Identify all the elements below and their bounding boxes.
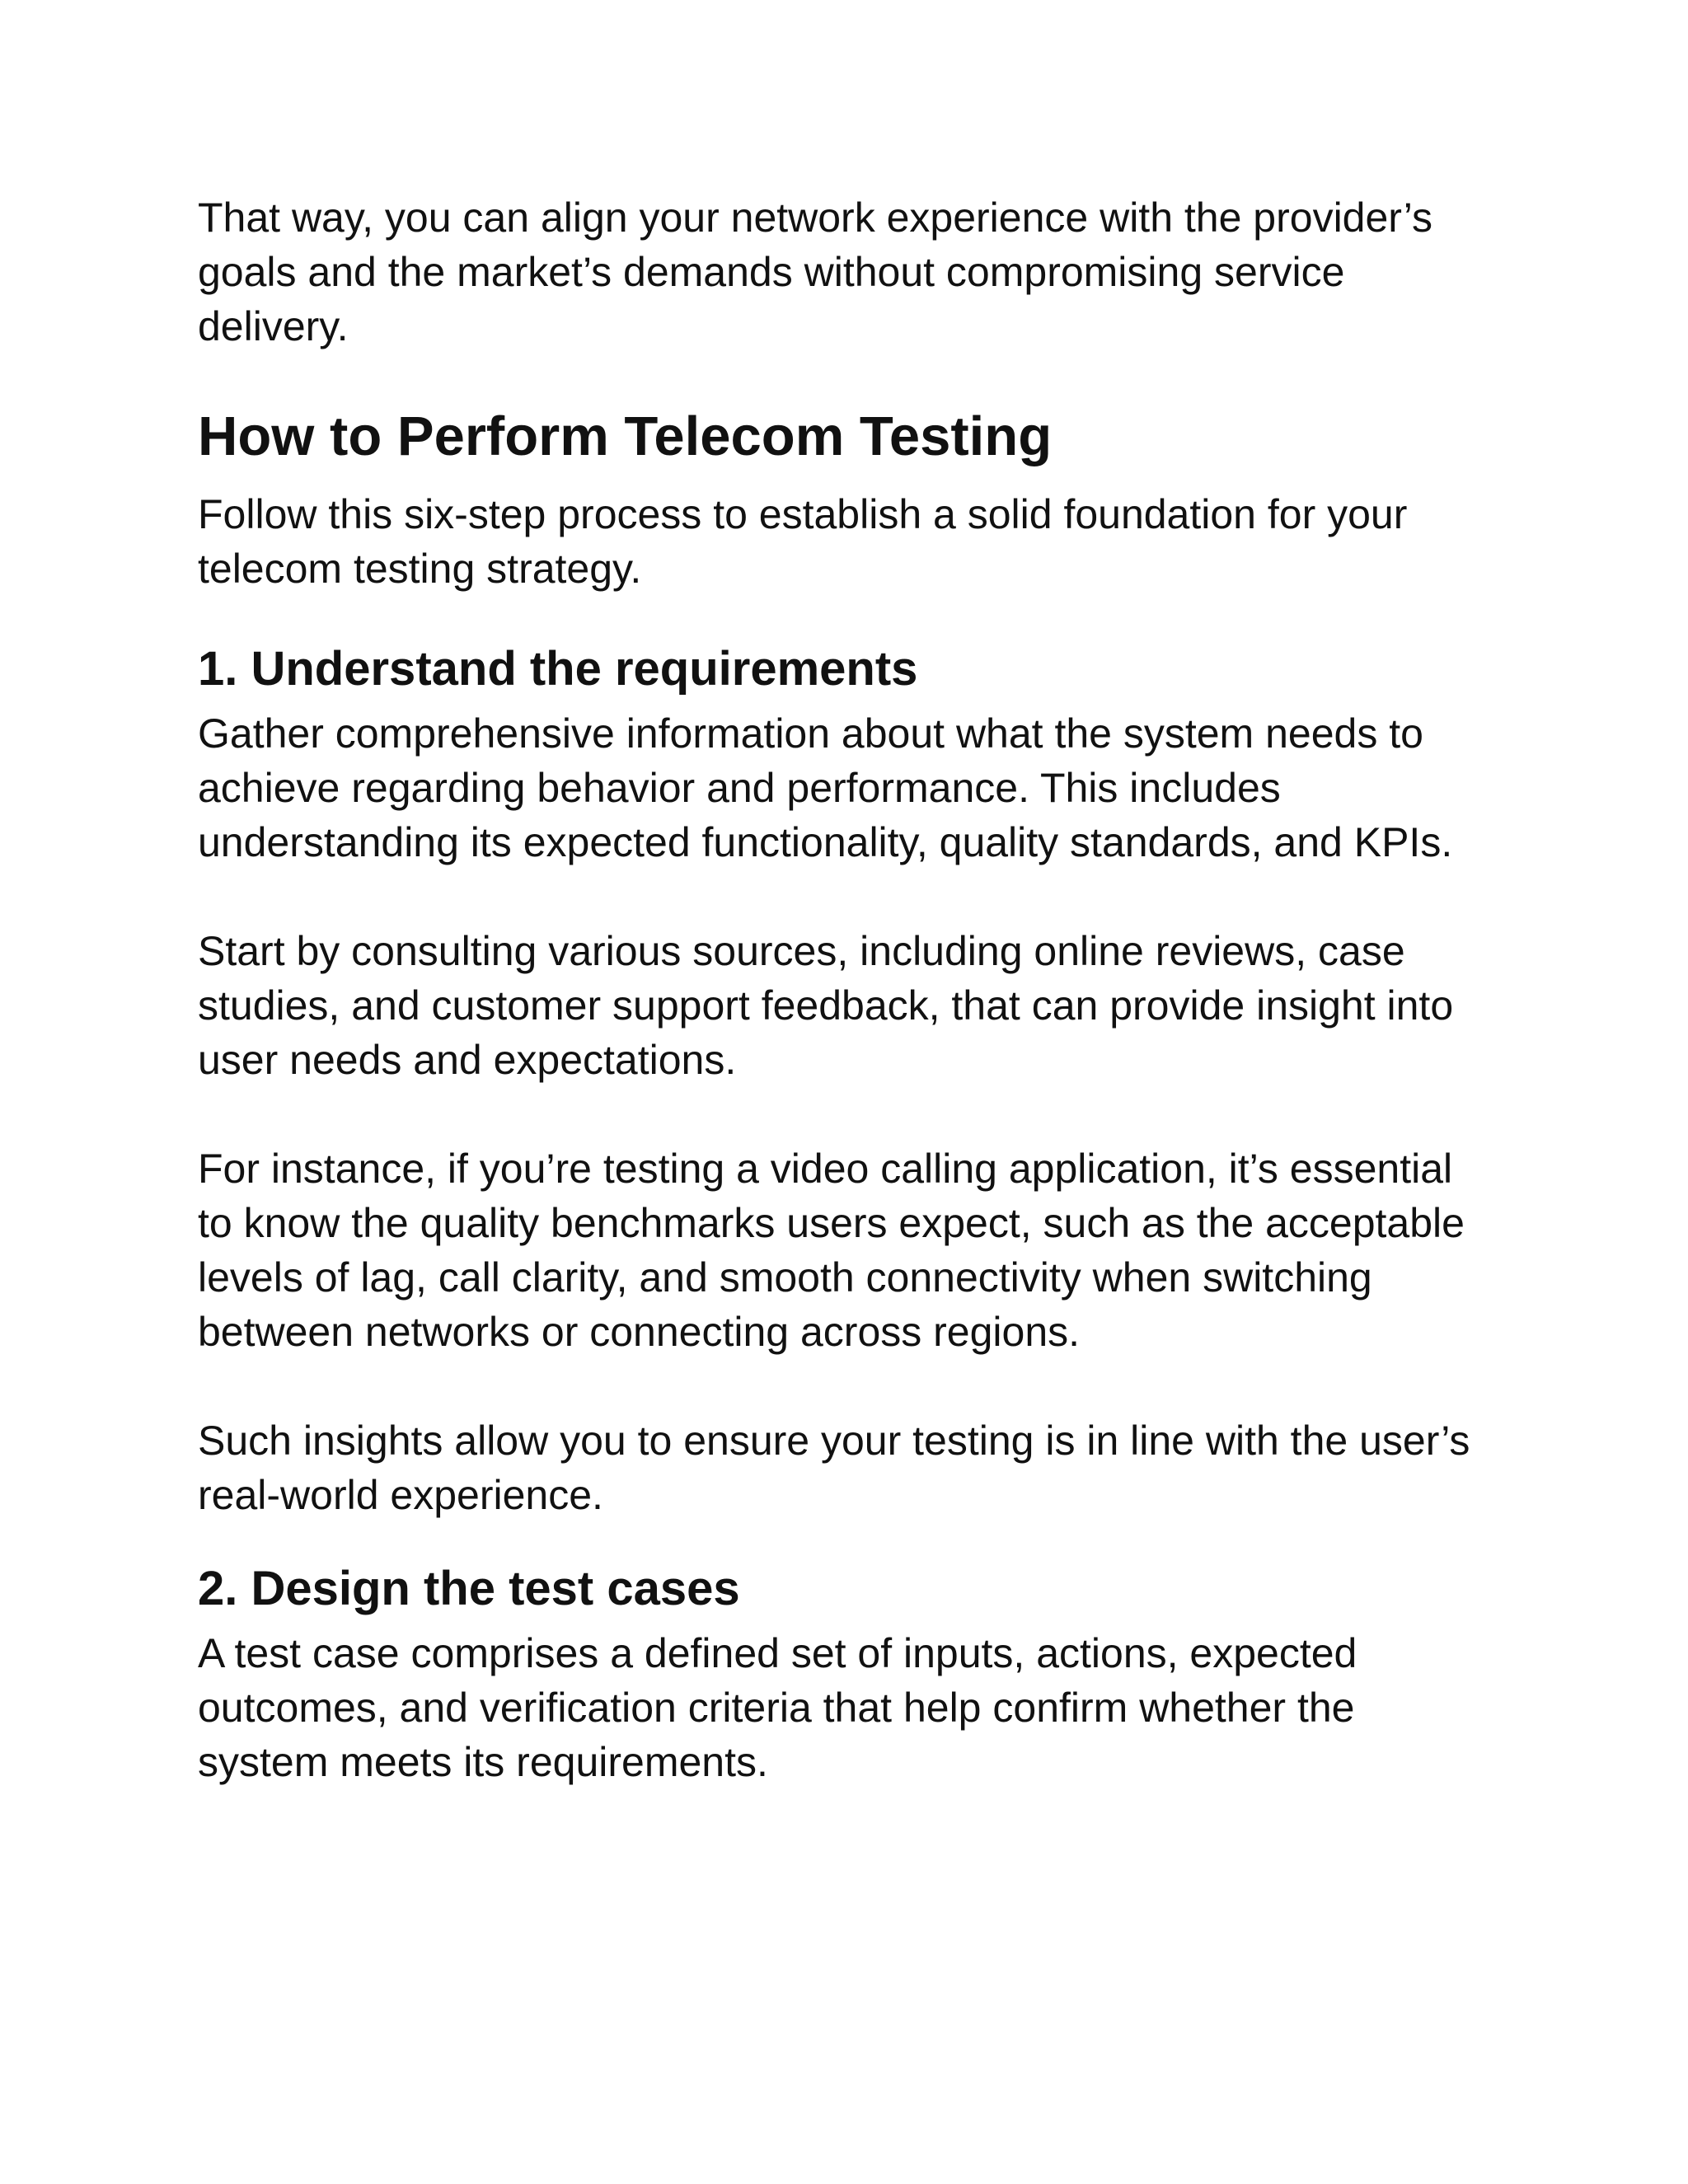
step-2-paragraph: A test case comprises a defined set of inputs, actions, expected outcomes, and verification criteria that help confirm whether the system meets its requirements. [198,1630,1357,1785]
step-1-paragraph: Such insights allow you to ensure your testing is in line with the user’s real-world experience. [198,1418,1470,1518]
step-1-paragraph: Start by consulting various sources, including online reviews, case studies, and customer support feedback, that can provide insight into user needs and expectations. [198,928,1454,1083]
document-page [198,190,1500,1789]
step-1-paragraph: Gather comprehensive information about what the system needs to achieve regarding behavior and performance. This includes understanding its expected functionality, quality standards, and KPIs. [198,710,1453,865]
section-intro-paragraph: Follow this six-step process to establish a solid foundation for your telecom testing strategy. [198,491,1408,592]
step-2-heading: 2. Design the test cases [198,1562,740,1615]
step-1-paragraph: For instance, if you’re testing a video calling application, it’s essential to know the quality benchmarks users expect, such as the acceptable levels of lag, call clarity, and smooth connectivity when switching between networks or connecting across regions. [198,1146,1465,1355]
step-1-heading: 1. Understand the requirements [198,642,918,696]
section-heading: How to Perform Telecom Testing [198,405,1053,467]
intro-paragraph: That way, you can align your network experience with the provider’s goals and the market’s demands without compromising service delivery. [198,194,1432,349]
